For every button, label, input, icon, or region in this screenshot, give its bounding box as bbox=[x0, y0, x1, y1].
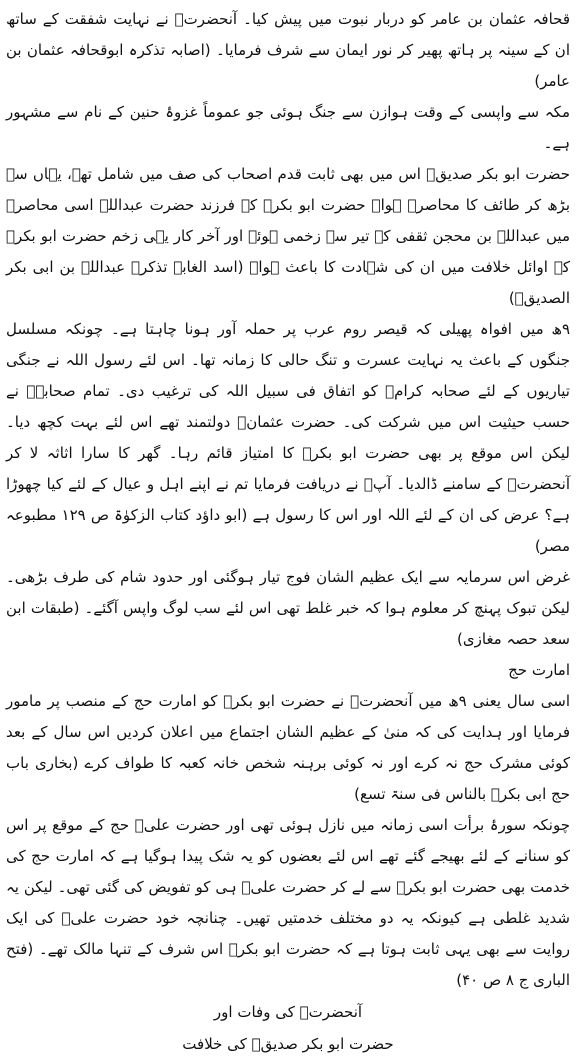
closing-heading-line1: آنحضرتؐ کی وفات اور bbox=[213, 1003, 363, 1021]
paragraph-tabuk-preparation: ۹ھ میں افواہ پھیلی کہ قیصر روم عرب پر حملہ آور ہونا چاہتا ہے۔ چونکہ مسلسل جنگوں کے باعث یہ نہایت عسرت و تنگ حالی کا زمانہ تھا۔ اس لئے رسول اللہ نے جنگی تیاریوں کے لئے صحابہ کرامؓ کو اتفاق فی سبیل اللہ کی ترغیب دی۔ تمام صحابہؓ نے حسب حیثیت اس میں شرکت کی۔ حضرت عثمانؓ دولتمند تھے اس لئے بہت کچھ دیا۔ لیکن اس موقع پر بھی حضرت ابو بکرؓ کا امتیاز قائم رہا۔ گھر کا سارا اثاثہ لا کر آنحضرتؐ کے سامنے ڈالدیا۔ آپؐ نے دریافت فرمایا تم نے اپنے اہل و عیال کے لئے کیا چھوڑا ہے؟ عرض کی ان کے لئے اللہ اور اس کا رسول ہے (ابو داؤد کتاب الزکوٰۃ ص ۱۲۹ مطبوعہ مصر) bbox=[6, 320, 570, 555]
section-heading-hajj: امارت حج bbox=[508, 661, 570, 679]
paragraph-surah-baraat: چونکہ سورۂ برأت اسی زمانہ میں نازل ہوئی تھی اور حضرت علیؓ حج کے موقع پر اس کو سنانے کے لئے بھیجے گئے تھے اس لئے بعضوں کو یہ شک پیدا ہوگیا ہے کہ امارت حج کی خدمت بھی حضرت ابو بکرؓ سے لے کر حضرت علیؓ ہی کو تفویض کی گئی تھی۔ لیکن یہ شدید غلطی ہے کیونکہ یہ دو مختلف خدمتیں تھیں۔ چنانچہ خود حضرت علیؓ کی ایک روایت سے بھی یہی ثابت ہوتا ہے کہ حضرت ابو بکرؓ اس شرف کے تنہا مالک تھے۔ (فتح الباری ج ۸ ص ۴۰) bbox=[6, 816, 570, 989]
paragraph-taif-siege: حضرت ابو بکر صدیقؓ اس میں بھی ثابت قدم اصحاب کی صف میں شامل تھے، یہاں سے بڑھ کر طائف کا محاصرہ ہوا۔ حضرت ابو بکرؓ کے فرزند حضرت عبداللہ اسی محاصرہ میں عبداللہ بن محجن ثقفی کے تیر سے زخمی ہوئے اور آخر کار یہی زخم حضرت ابو بکرؓ کے اوائل خلافت میں ان کی شہادت کا باعث ہوا۔ (اسد الغابہ تذکرہ عبداللہ بن ابی بکر الصدیقؓ) bbox=[6, 165, 570, 307]
paragraph-hajj-leadership: اسی سال یعنی ۹ھ میں آنحضرتؐ نے حضرت ابو بکرؓ کو امارت حج کے منصب پر مامور فرمایا اور ہدایت کی کہ منیٰ کے عظیم الشان اجتماع میں اعلان کردیں اس سال کے بعد کوئی مشرک حج نہ کرے اور نہ کوئی برہنہ شخص خانہ کعبہ کا طواف کرے (بخاری باب حج ابی بکرؓ بالناس فی سنۃ تسع) bbox=[6, 692, 570, 803]
paragraph-abu-quhafa: قحافہ عثمان بن عامر کو دربار نبوت میں پیش کیا۔ آنحضرتؐ نے نہایت شفقت کے ساتھ ان کے سینہ پر ہاتھ پھیر کر نور ایمان سے شرف فرمایا۔ (اصابہ تذکرہ ابوقحافہ عثمان بن عامر) bbox=[6, 10, 570, 90]
closing-heading-line2: حضرت ابو بکر صدیقؓ کی خلافت bbox=[182, 1035, 394, 1053]
paragraph-hunain: مکہ سے واپسی کے وقت ہوازن سے جنگ ہوئی جو عموماً غزوۂ حنین کے نام سے مشہور ہے۔ bbox=[6, 103, 570, 152]
paragraph-tabuk-return: غرض اس سرمایہ سے ایک عظیم الشان فوج تیار ہوگئی اور حدود شام کی طرف بڑھی۔ لیکن تبوک پہنچ کر معلوم ہوا کہ خبر غلط تھی اس لئے سب لوگ واپس آگئے۔ (طبقات ابن سعد حصہ مغازی) bbox=[6, 568, 570, 648]
